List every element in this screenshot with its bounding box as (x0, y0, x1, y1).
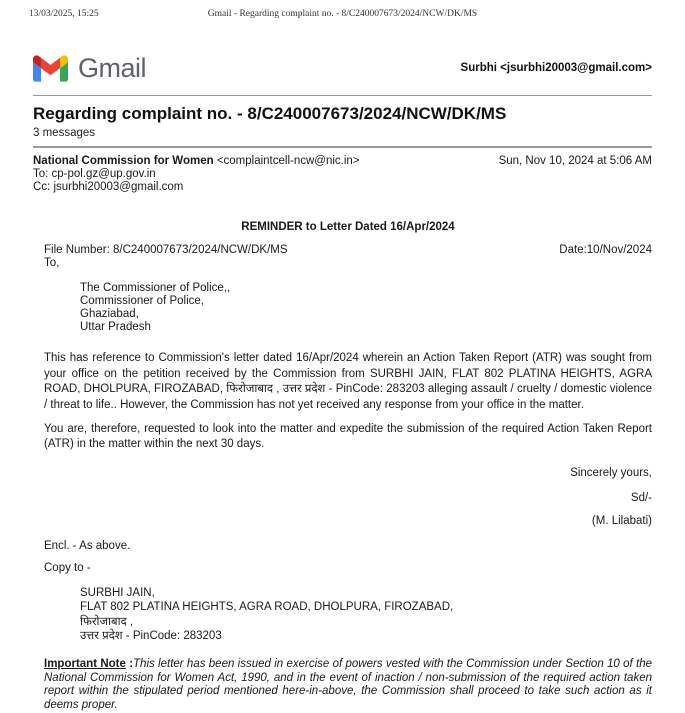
letter-body (33, 221, 652, 713)
letter-heading: REMINDER to Letter Dated 16/Apr/2024 (241, 220, 455, 233)
recipient-address (80, 282, 652, 335)
salutation: To, (44, 256, 60, 269)
signature-closing: Sincerely yours, (570, 466, 652, 479)
thread-subject: Regarding complaint no. - 8/C240007673/2024/NCW/DK/MS (33, 104, 507, 123)
file-number: File Number: 8/C240007673/2024/NCW/DK/MS (44, 243, 288, 256)
recipient-line: Ghaziabad, (80, 308, 139, 321)
gmail-logo (33, 53, 146, 84)
gmail-m-icon-red (41, 57, 60, 75)
account-identity: Surbhi <jsurbhi20003@gmail.com> (460, 62, 652, 74)
divider-top (33, 95, 652, 96)
gmail-m-icon (33, 55, 68, 82)
recipient-line: The Commissioner of Police,, (80, 281, 231, 294)
recipient-line: Commissioner of Police, (80, 294, 204, 307)
gmail-wordmark: Gmail (78, 52, 147, 83)
message-header (33, 155, 652, 195)
important-note-label: Important Note (44, 657, 126, 670)
print-datetime: 13/03/2025, 15:25 (29, 9, 99, 19)
copy-recipient-line: फिरोजाबाद , (80, 615, 134, 628)
letter-date: Date:10/Nov/2024 (559, 243, 652, 256)
sender-email: <complaintcell-ncw@nic.in> (216, 155, 360, 167)
copy-recipient-line: FLAT 802 PLATINA HEIGHTS, AGRA ROAD, DHOLPURA, FIROZABAD, (80, 601, 454, 614)
recipient-line: Uttar Pradesh (80, 321, 151, 334)
sender-row (33, 155, 652, 168)
signatory-name: (M. Lilabati) (591, 514, 652, 527)
important-note-separator: : (125, 657, 134, 670)
sender (33, 155, 360, 168)
copy-recipient-line: उत्तर प्रदेश - PinCode: 283203 (80, 630, 222, 643)
copy-to-label: Copy to - (44, 561, 91, 574)
important-note (44, 658, 652, 713)
letter-paragraph-2: You are, therefore, requested to look into the matter and expedite the submission of the required Action Taken Report (ATR) in the matter within the next 30 days. (44, 423, 652, 451)
letter-paragraph-1: This has reference to Commission's letter dated 16/Apr/2024 wherein an Action Taken Report (ATR) was sought from your office on the petition received by the Commission from SURBHI JAIN, FLAT 802 PLATINA HEIGHTS, AGRA ROAD, DHOLPURA, FIROZABAD, फिरोजाबाद , उत्तर प्रदेश - PinCode: 283203 alleging assault / cruelty / domestic violence / threat to life.. However, the Commission has not yet received any response from your office in the matter. (44, 352, 652, 411)
signature-sd: Sd/- (630, 491, 652, 504)
enclosure-line: Encl. - As above. (44, 539, 131, 552)
message-date: Sun, Nov 10, 2024 at 5:06 AM (498, 155, 652, 167)
copy-recipient-line: SURBHI JAIN, (80, 586, 155, 599)
file-number-row (44, 244, 652, 256)
message-count: 3 messages (33, 127, 96, 139)
sender-name: National Commission for Women (33, 155, 214, 167)
print-page-title: Gmail - Regarding complaint no. - 8/C240007673/2024/NCW/DK/MS (207, 9, 478, 19)
to-line: To: cp-pol.gz@up.gov.in (33, 168, 156, 181)
divider-subject (33, 146, 652, 148)
cc-line: Cc: jsurbhi20003@gmail.com (33, 181, 184, 194)
important-note-text: This letter has been issued in exercise of powers vested with the Commission under Section 10 of the National Commission for Women Act, 1990, and in the event of inaction / non-submission of the required action taken report within the stipulated period mentioned here-in-above, the Commission shall proceed to take such action as it deems proper. (44, 657, 652, 712)
signature-block (44, 467, 652, 527)
gmail-header-row (33, 50, 652, 86)
browser-print-header (29, 9, 656, 19)
copy-recipient-address (80, 586, 652, 644)
